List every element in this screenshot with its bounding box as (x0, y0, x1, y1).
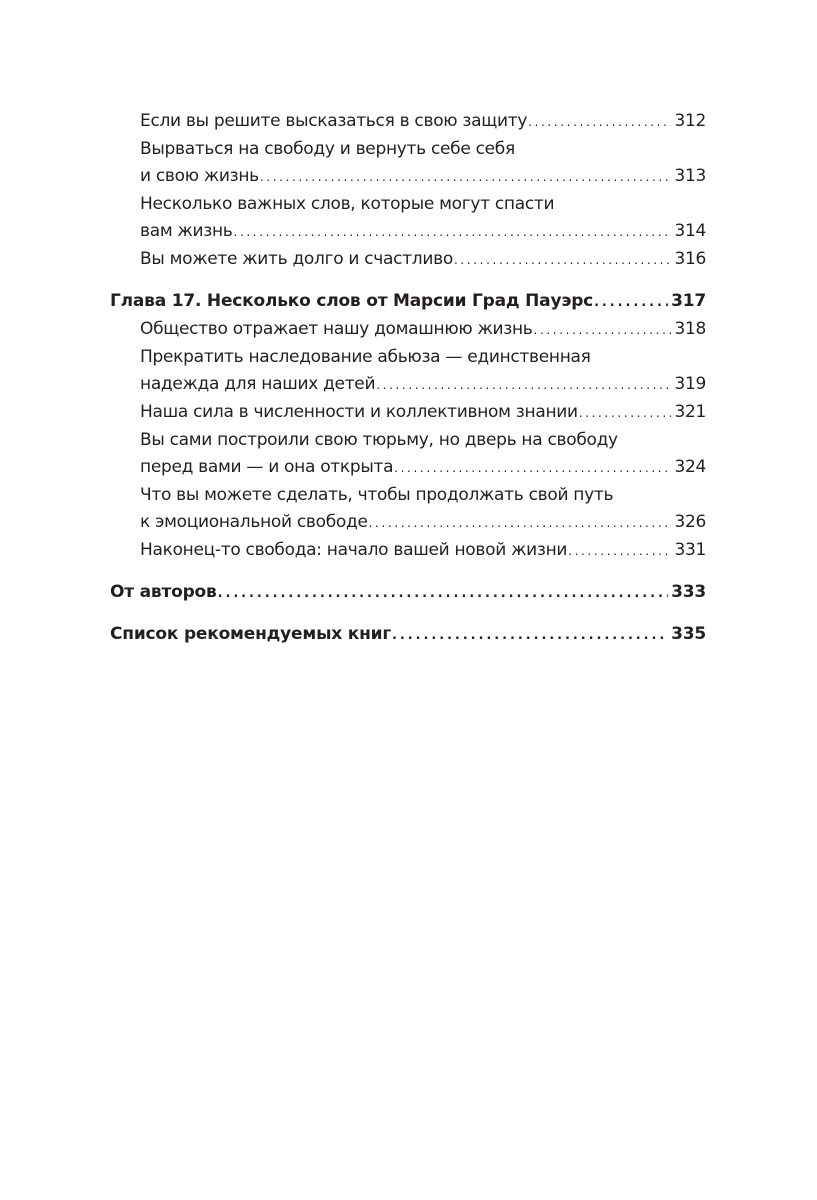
toc-entry-title-line: Вырваться на свободу и вернуть себе себя (140, 139, 515, 159)
dot-leader (454, 246, 671, 274)
toc-entry-title-line: Что вы можете сделать, чтобы продолжать свой путь (140, 485, 614, 505)
toc-page-number: 335 (671, 624, 706, 644)
dot-leader (594, 288, 668, 316)
table-of-contents (110, 108, 706, 649)
toc-entry (110, 482, 706, 537)
toc-chapter-entry (110, 621, 706, 649)
toc-chapter-title: Глава 17. Несколько слов от Марсии Град Пауэрс (110, 291, 594, 311)
toc-chapter-entry (110, 579, 706, 607)
toc-page-number: 317 (671, 291, 706, 311)
dot-leader (218, 579, 669, 607)
dot-leader (260, 163, 672, 191)
dot-leader (579, 399, 672, 427)
toc-page-number: 316 (674, 249, 706, 269)
toc-entry (110, 344, 706, 399)
toc-entry (110, 427, 706, 482)
toc-entry-title-line: перед вами — и она открыта (140, 457, 394, 477)
dot-leader (392, 621, 668, 649)
toc-page-number: 319 (674, 374, 706, 394)
toc-entry (110, 108, 706, 136)
toc-entry-title: Наша сила в численности и коллективном знании (140, 402, 578, 422)
toc-page-number: 318 (674, 319, 706, 339)
toc-entry (110, 246, 706, 274)
toc-entry-title-line: Прекратить наследование абьюза — единственная (140, 347, 591, 367)
toc-entry (110, 191, 706, 246)
toc-entry-title: Общество отражает нашу домашнюю жизнь (140, 319, 533, 339)
toc-page-number: 321 (674, 402, 706, 422)
toc-page-number: 324 (674, 457, 706, 477)
toc-entry-title: Наконец-то свобода: начало вашей новой жизни (140, 540, 568, 560)
toc-page-number: 331 (674, 540, 706, 560)
dot-leader (369, 509, 672, 537)
toc-page-number: 333 (671, 582, 706, 602)
dot-leader (376, 371, 671, 399)
toc-entry (110, 537, 706, 565)
dot-leader (528, 108, 671, 136)
toc-page-number: 313 (674, 166, 706, 186)
toc-entry-title-line: к эмоциональной свободе (140, 512, 368, 532)
toc-entry-title: Если вы решите высказаться в свою защиту (140, 111, 528, 131)
toc-page-number: 326 (674, 512, 706, 532)
toc-entry-title-line: вам жизнь (140, 221, 233, 241)
toc-entry-title: Вы можете жить долго и счастливо (140, 249, 453, 269)
toc-chapter-entry (110, 288, 706, 316)
toc-page-number: 314 (674, 221, 706, 241)
toc-entry (110, 316, 706, 344)
dot-leader (394, 454, 671, 482)
toc-entry (110, 399, 706, 427)
toc-entry (110, 136, 706, 191)
toc-entry-title-line: надежда для наших детей (140, 374, 376, 394)
dot-leader (234, 218, 672, 246)
toc-entry-title-line: Несколько важных слов, которые могут спасти (140, 194, 555, 214)
toc-entry-title-line: Вы сами построили свою тюрьму, но дверь на свободу (140, 430, 618, 450)
toc-page-number: 312 (674, 111, 706, 131)
toc-chapter-title: Список рекомендуемых книг (110, 624, 392, 644)
toc-entry-title-line: и свою жизнь (140, 166, 259, 186)
dot-leader (534, 316, 672, 344)
dot-leader (568, 537, 671, 565)
toc-chapter-title: От авторов (110, 582, 217, 602)
